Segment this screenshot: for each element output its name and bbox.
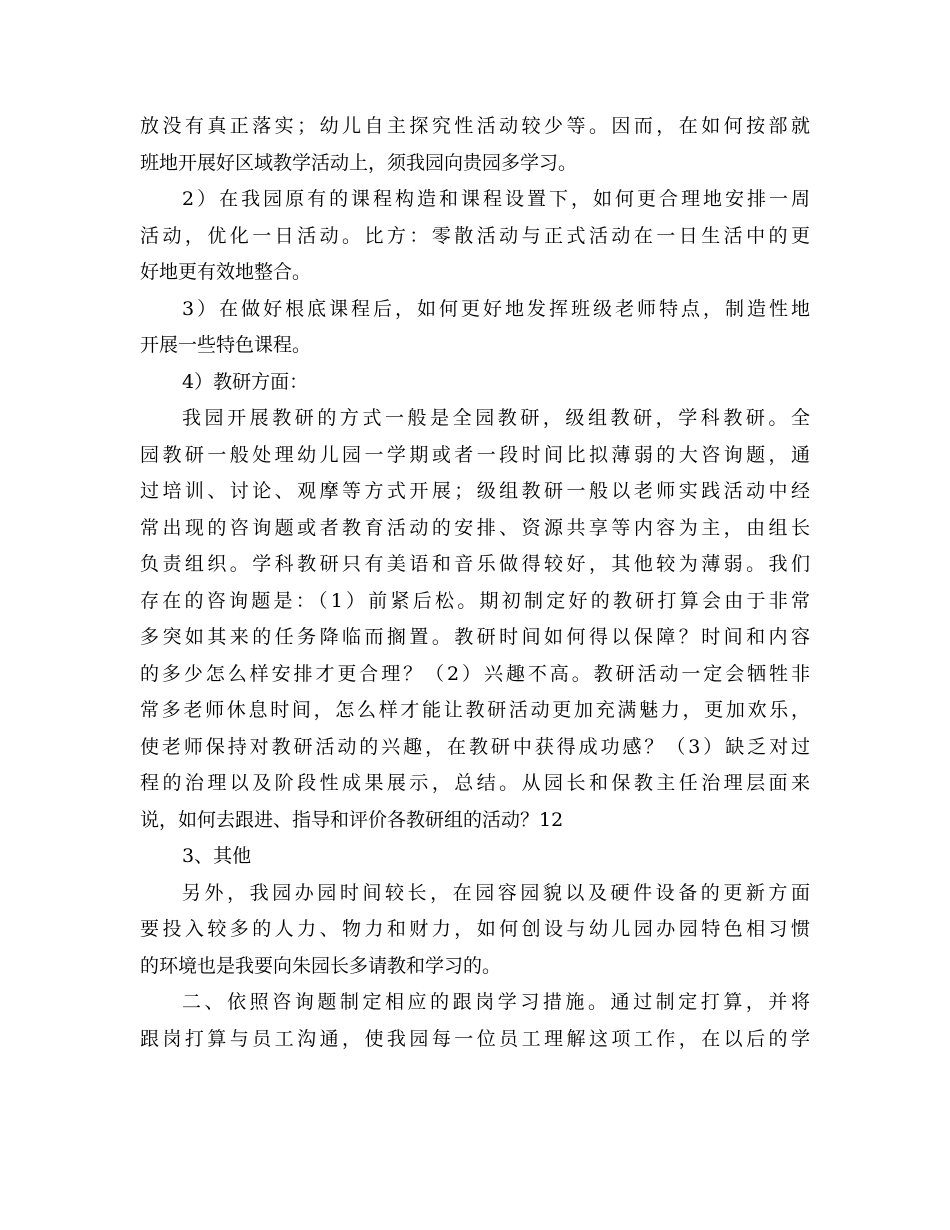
- text-line: 负责组织。学科教研只有美语和音乐做得较好，其他较为薄弱。我们: [140, 553, 810, 575]
- text-line: 过培训、讨论、观摩等方式开展；级组教研一般以老师实践活动中经: [140, 480, 810, 502]
- text-line: 常出现的咨询题或者教育活动的安排、资源共享等内容为主，由组长: [140, 516, 810, 539]
- text-line: 活动，优化一日活动。比方：零散活动与正式活动在一日生活中的更: [140, 224, 810, 247]
- text-line: 的环境也是我要向朱园长多请教和学习的。: [140, 954, 502, 977]
- text-line: 程的治理以及阶段性成果展示，总结。从园长和保教主任治理层面来: [140, 772, 810, 794]
- text-line: 存在的咨询题是：（1）前紧后松。期初制定好的教研打算会由于非常: [140, 589, 810, 612]
- text-line: 3）在做好根底课程后，如何更好地发挥班级老师特点，制造性地: [182, 297, 810, 320]
- text-line: 4）教研方面：: [182, 370, 309, 393]
- text-line: 跟岗打算与员工沟通，使我园每一位员工理解这项工作，在以后的学: [140, 1027, 810, 1050]
- text-line: 常多老师休息时间，怎么样才能让教研活动更加充满魅力，更加欢乐，: [140, 699, 810, 721]
- text-line: 另外，我园办园时间较长，在园容园貌以及硬件设备的更新方面: [182, 881, 810, 904]
- text-line: 放没有真正落实；幼儿自主探究性活动较少等。因而，在如何按部就: [140, 115, 810, 137]
- text-line: 要投入较多的人力、物力和财力，如何创设与幼儿园办园特色相习惯: [140, 918, 810, 940]
- text-line: 使老师保持对教研活动的兴趣，在教研中获得成功感？（3）缺乏对过: [140, 735, 810, 758]
- text-line: 开展一些特色课程。: [140, 334, 312, 356]
- document-body-text: [140, 108, 810, 1057]
- text-line: 园教研一般处理幼儿园一学期或者一段时间比拟薄弱的大咨询题，通: [140, 443, 810, 466]
- text-line: 3、其他: [182, 845, 252, 867]
- text-line: 好地更有效地整合。: [140, 261, 312, 283]
- text-line: 班地开展好区域教学活动上，须我园向贵园多学习。: [140, 151, 578, 174]
- text-line: 二、依照咨询题制定相应的跟岗学习措施。通过制定打算，并将: [182, 991, 810, 1013]
- text-line: 我园开展教研的方式一般是全园教研，级组教研，学科教研。全: [182, 407, 810, 429]
- text-line: 多突如其来的任务降临而搁置。教研时间如何得以保障？时间和内容: [140, 626, 810, 648]
- text-line: 2）在我园原有的课程构造和课程设置下，如何更合理地安排一周: [182, 188, 810, 210]
- text-line: 说，如何去跟进、指导和评价各教研组的活动？12: [140, 808, 564, 831]
- text-line: 的多少怎么样安排才更合理？（2）兴趣不高。教研活动一定会牺牲非: [140, 662, 810, 685]
